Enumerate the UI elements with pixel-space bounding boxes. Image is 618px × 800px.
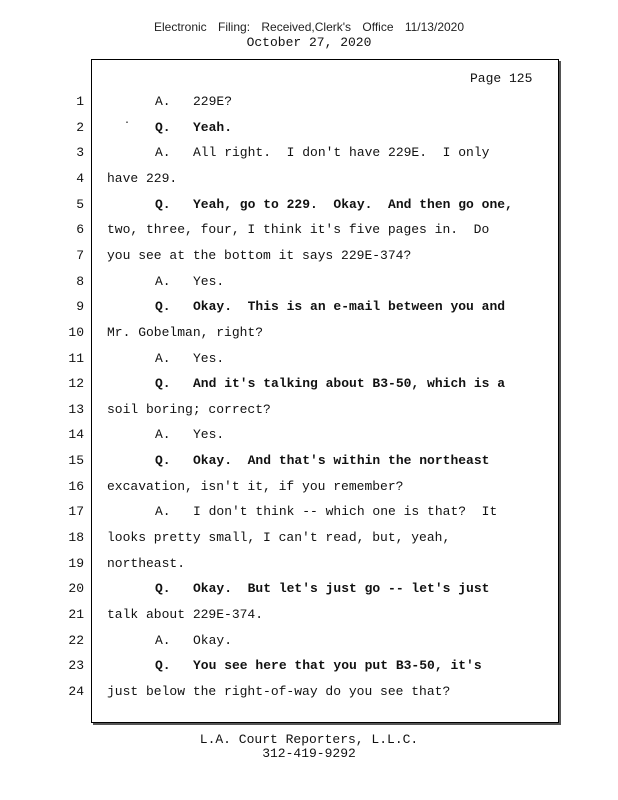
line-body: All right. I don't have 229E. I only (193, 145, 490, 161)
transcript-line (0, 553, 618, 575)
line-number: 14 (68, 427, 84, 443)
line-text (107, 222, 489, 237)
efiling-word-3: Received,Clerk's (261, 20, 352, 34)
line-text (155, 197, 513, 212)
line-number: 24 (68, 683, 84, 699)
line-body: Yeah. (193, 119, 233, 135)
line-number: 9 (76, 299, 84, 315)
line-number: 21 (68, 607, 84, 622)
line-body: two, three, four, I think it's five pages in. Do (107, 222, 490, 238)
transcript-line (0, 245, 618, 267)
transcript-line (0, 450, 618, 472)
line-body: talk about 229E-374. (107, 607, 264, 622)
line-text (155, 299, 505, 314)
transcript-line (0, 578, 618, 600)
line-text (107, 684, 450, 699)
transcript-line (0, 194, 618, 216)
speaker-label: Q. (155, 119, 171, 135)
transcript-line (0, 630, 618, 652)
line-number: 11 (68, 350, 84, 366)
speaker-label: A. (155, 145, 171, 161)
transcript-line (0, 271, 618, 293)
line-text (155, 274, 224, 289)
transcript-line (0, 527, 618, 549)
line-text (107, 479, 403, 494)
transcript-line (0, 681, 618, 703)
efiling-word-2: Filing: (218, 20, 251, 34)
line-number: 18 (68, 530, 84, 546)
reporter-phone: 312-419-9292 (262, 746, 356, 761)
line-number: 17 (68, 504, 84, 520)
line-body: Okay. (193, 632, 233, 648)
deposition-date: October 27, 2020 (246, 35, 372, 50)
line-body: Yeah, go to 229. Okay. And then go one, (193, 196, 513, 212)
line-text (107, 607, 263, 622)
line-text (107, 530, 450, 545)
line-body: Yes. (193, 350, 225, 366)
line-text (155, 504, 497, 519)
reporter-company: L.A. Court Reporters, L.L.C. (199, 732, 419, 747)
speaker-label: A. (155, 427, 171, 443)
transcript-line (0, 373, 618, 395)
speaker-label: Q. (155, 658, 171, 674)
line-text (155, 145, 489, 160)
line-body: I don't think -- which one is that? It (193, 504, 498, 520)
line-body: you see at the bottom it says 229E-374? (107, 247, 412, 263)
transcript-line (0, 501, 618, 523)
line-number: 2 (76, 119, 84, 135)
speaker-label: A. (155, 350, 171, 366)
line-number: 4 (76, 170, 84, 186)
speaker-label: Q. (155, 196, 171, 212)
transcript-line (0, 655, 618, 677)
line-text (107, 402, 271, 417)
line-text (155, 658, 482, 673)
line-number: 10 (68, 324, 84, 340)
line-number: 3 (76, 145, 84, 161)
transcript-line (0, 476, 618, 498)
line-number: 5 (76, 196, 84, 212)
line-number: 6 (76, 222, 84, 238)
line-number: 19 (68, 555, 84, 571)
line-body: Okay. And that's within the northeast (193, 453, 490, 469)
line-text (155, 120, 232, 135)
line-body: And it's talking about B3-50, which is a (193, 376, 506, 392)
line-text (155, 376, 505, 391)
transcript-line (0, 296, 618, 318)
line-number: 15 (68, 453, 84, 469)
line-number: 16 (68, 478, 84, 494)
page-number: Page 125 (470, 71, 533, 86)
line-text (155, 453, 489, 468)
transcript-line (0, 348, 618, 370)
transcript-line (0, 219, 618, 241)
line-body: looks pretty small, I can't read, but, yeah, (107, 530, 451, 546)
line-body: excavation, isn't it, if you remember? (107, 478, 404, 494)
line-body: soil boring; correct? (107, 401, 271, 417)
line-text (107, 325, 263, 340)
speaker-label: A. (155, 273, 171, 289)
line-body: have 229. (107, 170, 178, 186)
line-number: 13 (68, 401, 84, 417)
transcript-line (0, 604, 618, 626)
efiling-word-1: Electronic (153, 20, 207, 34)
transcript-line (0, 91, 618, 113)
transcript-line (0, 168, 618, 190)
transcript-line (0, 424, 618, 446)
efiling-word-4: Office (362, 20, 394, 34)
line-number: 1 (76, 94, 84, 109)
line-body: just below the right-of-way do you see that? (107, 683, 451, 699)
line-body: 229E? (193, 94, 233, 109)
speaker-label: Q. (155, 453, 171, 469)
line-number: 12 (68, 376, 84, 392)
speaker-label: A. (155, 632, 171, 648)
line-number: 22 (68, 632, 84, 648)
line-text (155, 581, 489, 596)
line-text (155, 351, 224, 366)
transcript-line (0, 322, 618, 344)
speaker-label: Q. (155, 376, 171, 392)
line-body: northeast. (107, 555, 186, 571)
line-body: Yes. (193, 273, 225, 289)
line-text (107, 171, 177, 186)
line-body: Okay. This is an e-mail between you and (193, 299, 506, 315)
efiling-stamp (0, 20, 618, 34)
speaker-label: Q. (155, 581, 171, 597)
speaker-label: A. (155, 94, 171, 109)
line-body: Okay. But let's just go -- let's just (193, 581, 490, 597)
line-body: Yes. (193, 427, 225, 443)
footer (0, 733, 618, 761)
line-body: You see here that you put B3-50, it's (193, 658, 482, 674)
speaker-label: A. (155, 504, 171, 520)
line-number: 8 (76, 273, 84, 289)
stray-mark: · (124, 117, 131, 129)
transcript-line (0, 399, 618, 421)
efiling-word-5: 11/13/2020 (404, 20, 465, 34)
line-text (155, 633, 232, 648)
line-text (107, 248, 411, 263)
line-number: 23 (68, 658, 84, 674)
transcript-line (0, 117, 618, 139)
line-body: Mr. Gobelman, right? (107, 324, 264, 340)
line-text (155, 427, 224, 442)
transcript-line (0, 142, 618, 164)
line-text (107, 556, 185, 571)
line-number: 20 (68, 581, 84, 597)
speaker-label: Q. (155, 299, 171, 315)
line-text (155, 94, 232, 109)
line-number: 7 (76, 247, 84, 263)
